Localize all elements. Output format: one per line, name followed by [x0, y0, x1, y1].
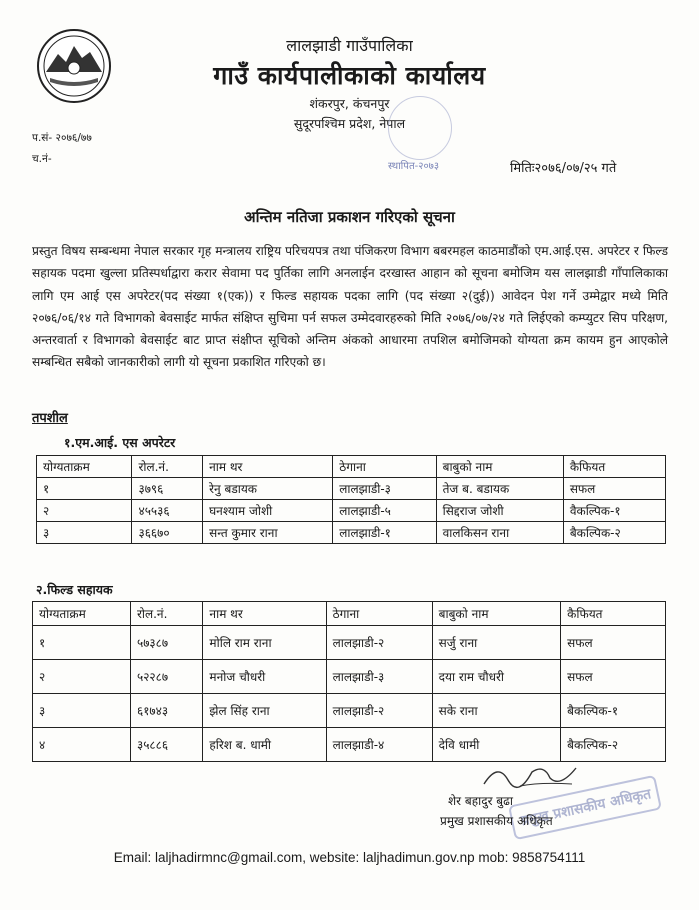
municipality-name: लालझाडी गाउँपालिका — [286, 36, 413, 55]
cell-address: लालझाडी-१ — [333, 522, 436, 544]
details-label: तपशील — [32, 411, 68, 426]
col-rank: योग्यताक्रम — [37, 456, 132, 478]
col-name: नाम थर — [203, 602, 326, 626]
col-rank: योग्यताक्रम — [33, 602, 131, 626]
office-province: सुदूरपश्चिम प्रदेश, नेपाल — [293, 116, 406, 131]
cell-roll: ३७९६ — [132, 478, 203, 500]
cell-name: मनोज चौधरी — [203, 660, 326, 694]
cell-address: लालझाडी-४ — [326, 728, 432, 762]
office-name: गाउँ कार्यपालीकाको कार्यालय — [213, 61, 486, 90]
signatory-role: प्रमुख प्रशासकीय अधिकृत — [440, 814, 553, 828]
cell-father: सके राना — [432, 694, 561, 728]
notice-date: मितिः२०७६/०७/२५ गते — [510, 161, 617, 176]
cell-rank: ३ — [33, 694, 131, 728]
col-address: ठेगाना — [333, 456, 436, 478]
col-father: बाबुको नाम — [432, 602, 561, 626]
col-roll: रोल.नं. — [130, 602, 202, 626]
reference-number: प.सं- २०७६/७७ — [32, 132, 92, 144]
cell-rank: ३ — [37, 522, 132, 544]
cell-rank: १ — [37, 478, 132, 500]
table-row — [37, 500, 666, 522]
table-row — [33, 660, 666, 694]
cell-father: सर्जु राना — [432, 626, 561, 660]
cell-roll: ३५८८६ — [130, 728, 202, 762]
table-row — [33, 694, 666, 728]
office-address: शंकरपुर, कंचनपुर — [309, 96, 390, 111]
footer-contact: Email: laljhadirmnc@gmail.com, website: laljhadimun.gov.np mob: 9858754111 — [113, 850, 586, 865]
notice-body: प्रस्तुत विषय सम्बन्धमा नेपाल सरकार गृह मन्त्रालय राष्ट्रिय परिचयपत्र तथा पंजिकरण विभाग बबरमहल काठमाडौंको एम.आई.एस. अपरेटर र फिल्ड सहायक पदमा खुल्ला प्रतिस्पर्धाद्वारा करार सेवामा पद पुर्तिका लागि अनलाईन दरखास्त आहान को सूचना बमोजिम यस लालझाडी गाँपालिकाका लागि एम आई एस अपरेटर(पद संख्या १(एक)) र फिल्ड सहायक पदका लागि (पद संख्या २(दुई)) आवेदन पेश गर्ने उम्मेद्वार मध्ये मिति २०७६/०६/१४ गते विभागको बेवसाईट मार्फत संक्षिप्त सुचिमा पर्न सफल उम्मेदवारहरुको मिति २०७६/०७/२४ गते लिईएको कम्प्युटर सिप परिक्षण, अन्तरवार्ता र विभागको बेवसाईट बाट प्राप्त संक्षीप्त सूचिको अन्तिम अंकको आधारमा तपशिल बमोजिमको योग्यता क्रम कायम हुन आएकोले सम्बन्धित सबैको जानकारीको लागी यो सूचना प्रकाशित गरिएको छ। — [32, 244, 668, 370]
handwritten-signature — [480, 758, 590, 792]
cell-rank: २ — [37, 500, 132, 522]
cell-address: लालझाडी-२ — [326, 626, 432, 660]
seal-text: स्थापित-२०७३ — [388, 161, 440, 172]
field-assistant-table — [32, 601, 666, 762]
cell-name: घनश्याम जोशी — [203, 500, 333, 522]
official-stamp-text: प्रमुख प्रशासकीय अधिकृत — [508, 775, 662, 840]
cell-father: दया राम चौधरी — [432, 660, 561, 694]
table-header-row — [37, 456, 666, 478]
signatory-name: शेर बहादुर बुढा — [448, 794, 514, 808]
section-title-field-assistant: २.फिल्ड सहायक — [36, 582, 113, 597]
cell-remarks: सफल — [563, 478, 665, 500]
cell-roll: ५७३८७ — [130, 626, 202, 660]
cell-address: लालझाडी-३ — [333, 478, 436, 500]
dispatch-number: च.नं- — [32, 153, 52, 165]
cell-rank: १ — [33, 626, 131, 660]
notice-title: अन्तिम नतिजा प्रकाशन गरिएको सूचना — [244, 208, 455, 226]
cell-roll: ६१७४३ — [130, 694, 202, 728]
cell-father: देवि धामी — [432, 728, 561, 762]
table-row — [37, 522, 666, 544]
cell-name: सन्त कुमार राना — [203, 522, 333, 544]
col-remarks: कैफियत — [561, 602, 666, 626]
cell-name: हरिश ब. धामी — [203, 728, 326, 762]
cell-remarks: बैकल्पिक-२ — [563, 522, 665, 544]
col-father: बाबुको नाम — [436, 456, 563, 478]
mis-operator-table — [36, 455, 666, 544]
office-seal — [388, 96, 452, 160]
cell-address: लालझाडी-५ — [333, 500, 436, 522]
col-remarks: कैफियत — [563, 456, 665, 478]
cell-roll: ५२२८७ — [130, 660, 202, 694]
table-row — [33, 626, 666, 660]
cell-father: वालकिसन राना — [436, 522, 563, 544]
cell-father: तेज ब. बडायक — [436, 478, 563, 500]
cell-name: मोलि राम राना — [203, 626, 326, 660]
col-name: नाम थर — [203, 456, 333, 478]
table-header-row — [33, 602, 666, 626]
cell-roll: ४५५३६ — [132, 500, 203, 522]
col-roll: रोल.नं. — [132, 456, 203, 478]
cell-address: लालझाडी-३ — [326, 660, 432, 694]
cell-name: झेल सिंह राना — [203, 694, 326, 728]
cell-remarks: सफल — [561, 626, 666, 660]
col-address: ठेगाना — [326, 602, 432, 626]
cell-rank: ४ — [33, 728, 131, 762]
cell-remarks: बैकल्पिक-२ — [561, 728, 666, 762]
cell-remarks: सफल — [561, 660, 666, 694]
cell-rank: २ — [33, 660, 131, 694]
cell-name: रेनु बडायक — [203, 478, 333, 500]
section-title-mis-operator: १.एम.आई. एस अपरेटर — [64, 435, 176, 450]
cell-roll: ३६६७० — [132, 522, 203, 544]
cell-remarks: बैकल्पिक-१ — [561, 694, 666, 728]
cell-father: सिद्दराज जोशी — [436, 500, 563, 522]
cell-remarks: वैकल्पिक-१ — [563, 500, 665, 522]
cell-address: लालझाडी-२ — [326, 694, 432, 728]
table-row — [37, 478, 666, 500]
table-row — [33, 728, 666, 762]
